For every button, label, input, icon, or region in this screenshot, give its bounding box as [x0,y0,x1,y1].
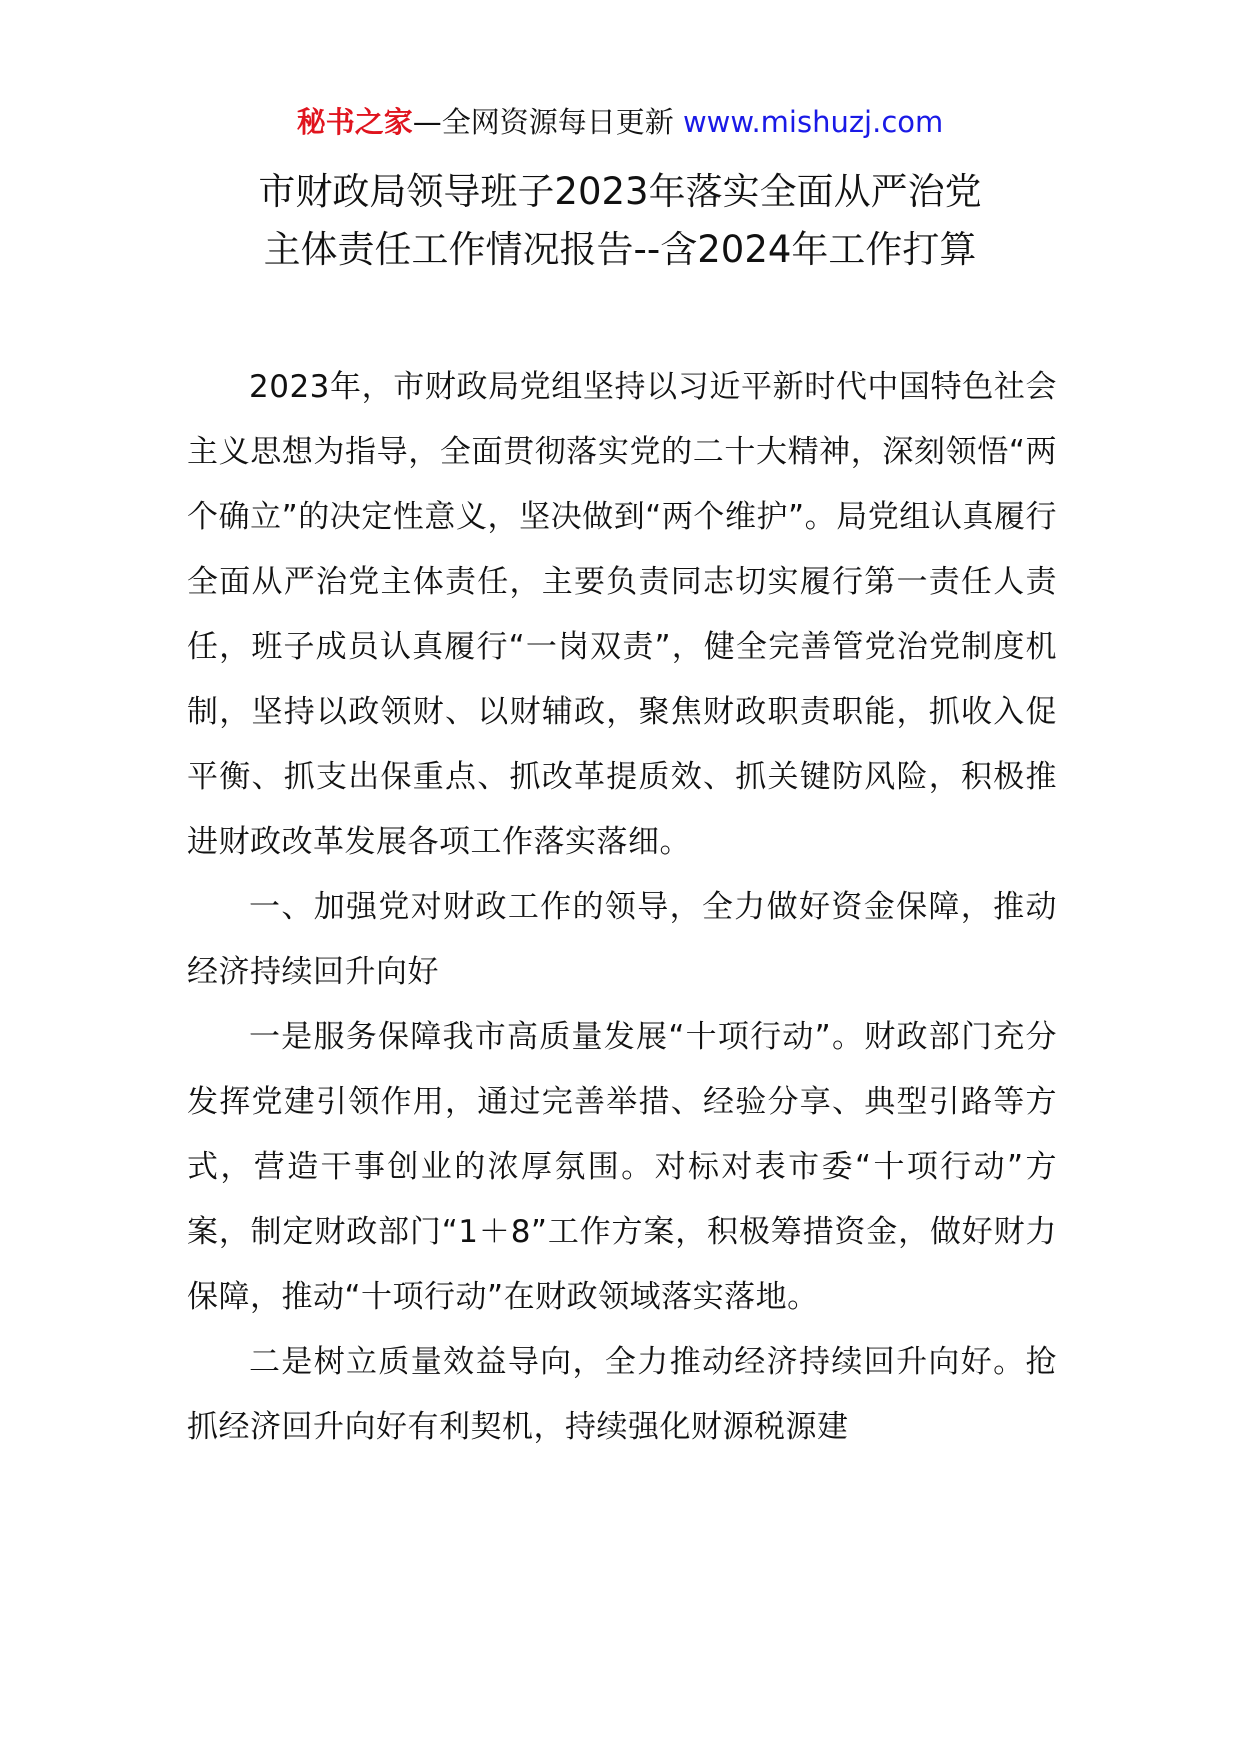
site-header [0,100,1240,144]
paragraph-point-2: 二是树立质量效益导向，全力推动经济持续回升向好。抢抓经济回升向好有利契机，持续强化财源税源建 [187,1344,1057,1445]
title-line-1: 市财政局领导班子2023年落实全面从严治党 [258,170,982,213]
brand-name: 秘书之家 [296,105,413,139]
paragraph-intro: 2023年，市财政局党组坚持以习近平新时代中国特色社会主义思想为指导，全面贯彻落实党的二十大精神，深刻领悟“两个确立”的决定性意义，坚决做到“两个维护”。局党组认真履行全面从严治党主体责任，主要负责同志切实履行第一责任人责任，班子成员认真履行“一岗双责”，健全完善管党治党制度机制，坚持以政领财、以财辅政，聚焦财政职责职能，抓收入促平衡、抓支出保重点、抓改革提质效、抓关键防风险，积极推进财政改革发展各项工作落实落细。 [187,369,1057,860]
document-title [120,163,1120,279]
paragraph-point-1: 一是服务保障我市高质量发展“十项行动”。财政部门充分发挥党建引领作用，通过完善举措、经验分享、典型引路等方式，营造干事创业的浓厚氛围。对标对表市委“十项行动”方案，制定财政部门“1＋8”工作方案，积极筹措资金，做好财力保障，推动“十项行动”在财政领域落实落地。 [187,1019,1057,1315]
section-heading-1: 一、加强党对财政工作的领导，全力做好资金保障，推动经济持续回升向好 [187,889,1057,990]
title-line-2: 主体责任工作情况报告--含2024年工作打算 [263,228,977,271]
document-body [187,355,1057,1460]
site-tagline: —全网资源每日更新 [412,105,683,139]
site-url-link[interactable]: www.mishuzj.com [682,105,944,139]
